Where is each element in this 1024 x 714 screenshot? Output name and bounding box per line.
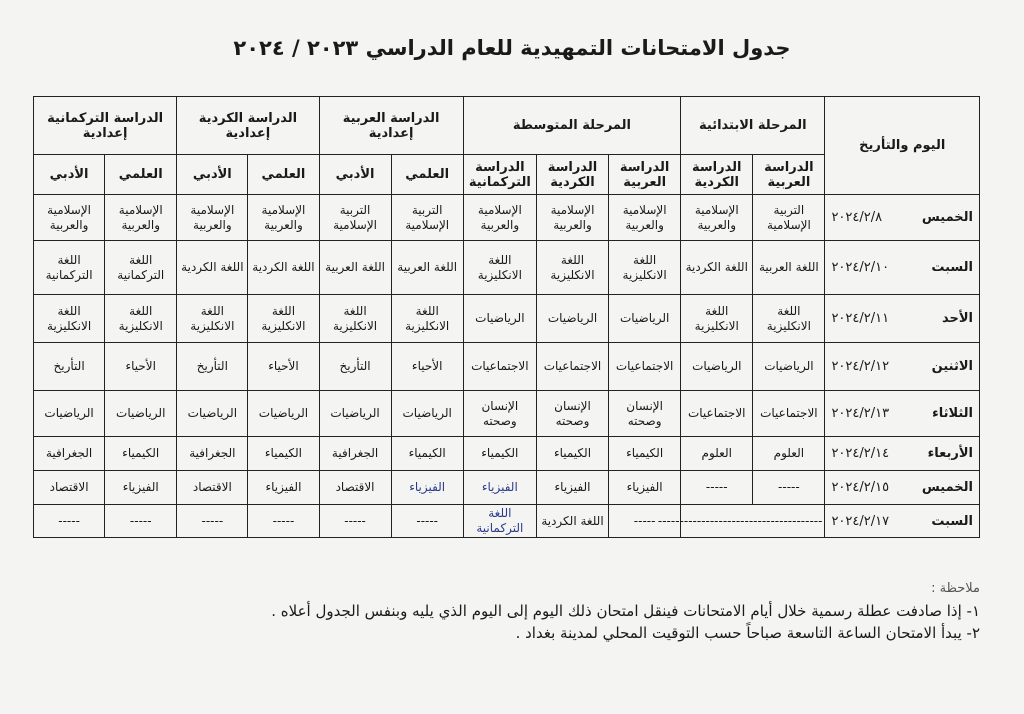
table-cell: الاقتصاد <box>177 471 248 505</box>
table-cell: اللغة الانكليزية <box>536 241 608 295</box>
table-cell: التأريخ <box>319 343 391 391</box>
table-cell: اللغة الانكليزية <box>248 295 319 343</box>
header-arabic-prep: الدراسة العربية إعدادية <box>319 97 463 155</box>
table-cell: التربية الإسلامية <box>391 195 463 241</box>
subheader: الدراسة العربية <box>753 155 825 195</box>
table-cell: الرياضيات <box>177 391 248 437</box>
table-row <box>34 391 980 437</box>
table-cell: التربية الإسلامية <box>753 195 825 241</box>
day-date-cell <box>825 195 980 241</box>
day-date-cell <box>825 505 980 538</box>
subheader: الأدبي <box>319 155 391 195</box>
day-name: الأحد <box>941 311 973 326</box>
day-date-cell <box>825 437 980 471</box>
table-cell: ----- <box>753 471 825 505</box>
day-date-cell <box>825 343 980 391</box>
table-cell: الفيزياء <box>391 471 463 505</box>
date: ٢٠٢٤/٢/١٤ <box>831 446 890 461</box>
date: ٢٠٢٤/٢/١٣ <box>831 406 890 421</box>
table-cell: الاجتماعيات <box>609 343 681 391</box>
table-cell: الاجتماعيات <box>753 391 825 437</box>
table-cell: الرياضيات <box>536 295 608 343</box>
table-cell: اللغة العربية <box>319 241 391 295</box>
table-cell: الإنسان وصحته <box>463 391 536 437</box>
table-cell: ----- <box>105 505 177 538</box>
table-cell: الاقتصاد <box>34 471 105 505</box>
table-cell: الإنسان وصحته <box>536 391 608 437</box>
exam-schedule-table <box>33 96 980 538</box>
table-cell: الأحياء <box>391 343 463 391</box>
header-day-date: اليوم والتأريخ <box>825 97 980 195</box>
table-row <box>34 437 980 471</box>
table-cell: الفيزياء <box>609 471 681 505</box>
table-cell: اللغة الانكليزية <box>463 241 536 295</box>
table-cell: الكيمياء <box>536 437 608 471</box>
table-cell: الرياضيات <box>105 391 177 437</box>
table-cell: الإسلامية والعربية <box>177 195 248 241</box>
subheader: الدراسة العربية <box>609 155 681 195</box>
table-cell: اللغة الانكليزية <box>391 295 463 343</box>
table-cell: الجغرافية <box>34 437 105 471</box>
table-cell: الأحياء <box>248 343 319 391</box>
day-date-cell <box>825 471 980 505</box>
subheader: العلمي <box>105 155 177 195</box>
table-cell: اللغة الانكليزية <box>753 295 825 343</box>
table-cell: اللغة التركمانية <box>34 241 105 295</box>
table-cell: الإسلامية والعربية <box>248 195 319 241</box>
table-cell: الكيمياء <box>105 437 177 471</box>
table-cell: الإسلامية والعربية <box>681 195 753 241</box>
day-name: الثلاثاء <box>932 406 973 421</box>
header-turkmen-prep: الدراسة التركمانية إعدادية <box>34 97 177 155</box>
subheader: الأدبي <box>34 155 105 195</box>
table-cell: العلوم <box>681 437 753 471</box>
subheader: الدراسة الكردية <box>536 155 608 195</box>
table-cell: الرياضيات <box>319 391 391 437</box>
table-cell: اللغة الكردية <box>248 241 319 295</box>
subheader: الدراسة الكردية <box>681 155 753 195</box>
table-cell: اللغة الانكليزية <box>609 241 681 295</box>
day-date-cell <box>825 241 980 295</box>
date: ٢٠٢٤/٢/١٢ <box>831 359 890 374</box>
note-line-2: ٢- يبدأ الامتحان الساعة التاسعة صباحاً حسب التوقيت المحلي لمدينة بغداد . <box>515 624 980 642</box>
header-intermediate: المرحلة المتوسطة <box>463 97 680 155</box>
table-cell: الاجتماعيات <box>463 343 536 391</box>
table-cell: اللغة العربية <box>391 241 463 295</box>
table-cell: التأريخ <box>177 343 248 391</box>
table-cell: الأحياء <box>105 343 177 391</box>
table-cell: الكيمياء <box>609 437 681 471</box>
table-cell: الاجتماعيات <box>681 391 753 437</box>
table-cell: الكيمياء <box>391 437 463 471</box>
day-name: الخميس <box>921 210 973 225</box>
table-cell: الإسلامية والعربية <box>463 195 536 241</box>
day-name: السبت <box>931 260 973 275</box>
day-name: الخميس <box>921 480 973 495</box>
table-cell: الإسلامية والعربية <box>105 195 177 241</box>
table-row <box>34 505 980 538</box>
note-line-1: ١- إذا صادفت عطلة رسمية خلال أيام الامتحانات فينقل امتحان ذلك اليوم إلى اليوم الذي يليه وبنفس الجدول أعلاه . <box>271 602 980 620</box>
table-cell: التأريخ <box>34 343 105 391</box>
table-cell: الكيمياء <box>463 437 536 471</box>
table-cell: اللغة الانكليزية <box>34 295 105 343</box>
subheader: العلمي <box>391 155 463 195</box>
notes-section <box>30 578 980 644</box>
day-name: الأربعاء <box>927 446 973 461</box>
subheader: الأدبي <box>177 155 248 195</box>
table-cell: -------------------------------------- <box>681 505 825 538</box>
table-cell: ----- <box>391 505 463 538</box>
table-cell: الإسلامية والعربية <box>34 195 105 241</box>
notes-header: ملاحظة : <box>931 581 980 596</box>
table-cell: اللغة الكردية <box>177 241 248 295</box>
date: ٢٠٢٤/٢/١٧ <box>831 513 890 529</box>
table-row <box>34 195 980 241</box>
table-cell: اللغة الانكليزية <box>681 295 753 343</box>
table-cell: الرياضيات <box>34 391 105 437</box>
date: ٢٠٢٤/٢/١١ <box>831 311 890 326</box>
table-cell: الرياضيات <box>391 391 463 437</box>
table-cell: الفيزياء <box>463 471 536 505</box>
table-cell: الكيمياء <box>248 437 319 471</box>
table-cell: ----- <box>609 505 681 538</box>
date: ٢٠٢٤/٢/١٠ <box>831 260 890 275</box>
table-cell: اللغة الانكليزية <box>105 295 177 343</box>
table-cell: الجغرافية <box>177 437 248 471</box>
date: ٢٠٢٤/٢/١٥ <box>831 480 890 495</box>
table-cell: الإسلامية والعربية <box>536 195 608 241</box>
table-cell: ----- <box>177 505 248 538</box>
table-cell: اللغة الانكليزية <box>177 295 248 343</box>
table-cell: ----- <box>319 505 391 538</box>
table-cell: الرياضيات <box>248 391 319 437</box>
table-row <box>34 343 980 391</box>
day-name: السبت <box>931 513 973 529</box>
table-cell: الفيزياء <box>105 471 177 505</box>
table-cell: اللغة الكردية <box>536 505 608 538</box>
table-cell: الرياضيات <box>463 295 536 343</box>
subheader: العلمي <box>248 155 319 195</box>
table-cell: الرياضيات <box>753 343 825 391</box>
date: ٢٠٢٤/٢/٨ <box>831 210 883 225</box>
table-cell: الفيزياء <box>536 471 608 505</box>
table-cell: ----- <box>34 505 105 538</box>
day-date-cell <box>825 391 980 437</box>
table-cell: ----- <box>248 505 319 538</box>
table-cell: الاقتصاد <box>319 471 391 505</box>
table-cell: الاجتماعيات <box>536 343 608 391</box>
table-row <box>34 241 980 295</box>
table-cell: اللغة الانكليزية <box>319 295 391 343</box>
subheader: الدراسة التركمانية <box>463 155 536 195</box>
table-cell: التربية الإسلامية <box>319 195 391 241</box>
table-cell: الجغرافية <box>319 437 391 471</box>
table-cell: الفيزياء <box>248 471 319 505</box>
day-date-cell <box>825 295 980 343</box>
table-cell: الإنسان وصحته <box>609 391 681 437</box>
table-cell: الرياضيات <box>609 295 681 343</box>
table-cell: اللغة التركمانية <box>105 241 177 295</box>
table-cell: ----- <box>681 471 753 505</box>
table-cell: الرياضيات <box>681 343 753 391</box>
table-cell: العلوم <box>753 437 825 471</box>
table-cell: اللغة الكردية <box>681 241 753 295</box>
table-cell: الإسلامية والعربية <box>609 195 681 241</box>
table-cell: اللغة التركمانية <box>463 505 536 538</box>
page-title: جدول الامتحانات التمهيدية للعام الدراسي ٢٠٢٣ / ٢٠٢٤ <box>233 36 791 60</box>
table-row <box>34 471 980 505</box>
table-row <box>34 295 980 343</box>
header-kurdish-prep: الدراسة الكردية إعدادية <box>177 97 319 155</box>
table-cell: اللغة العربية <box>753 241 825 295</box>
header-primary: المرحلة الابتدائية <box>681 97 825 155</box>
day-name: الاثنين <box>931 359 973 374</box>
